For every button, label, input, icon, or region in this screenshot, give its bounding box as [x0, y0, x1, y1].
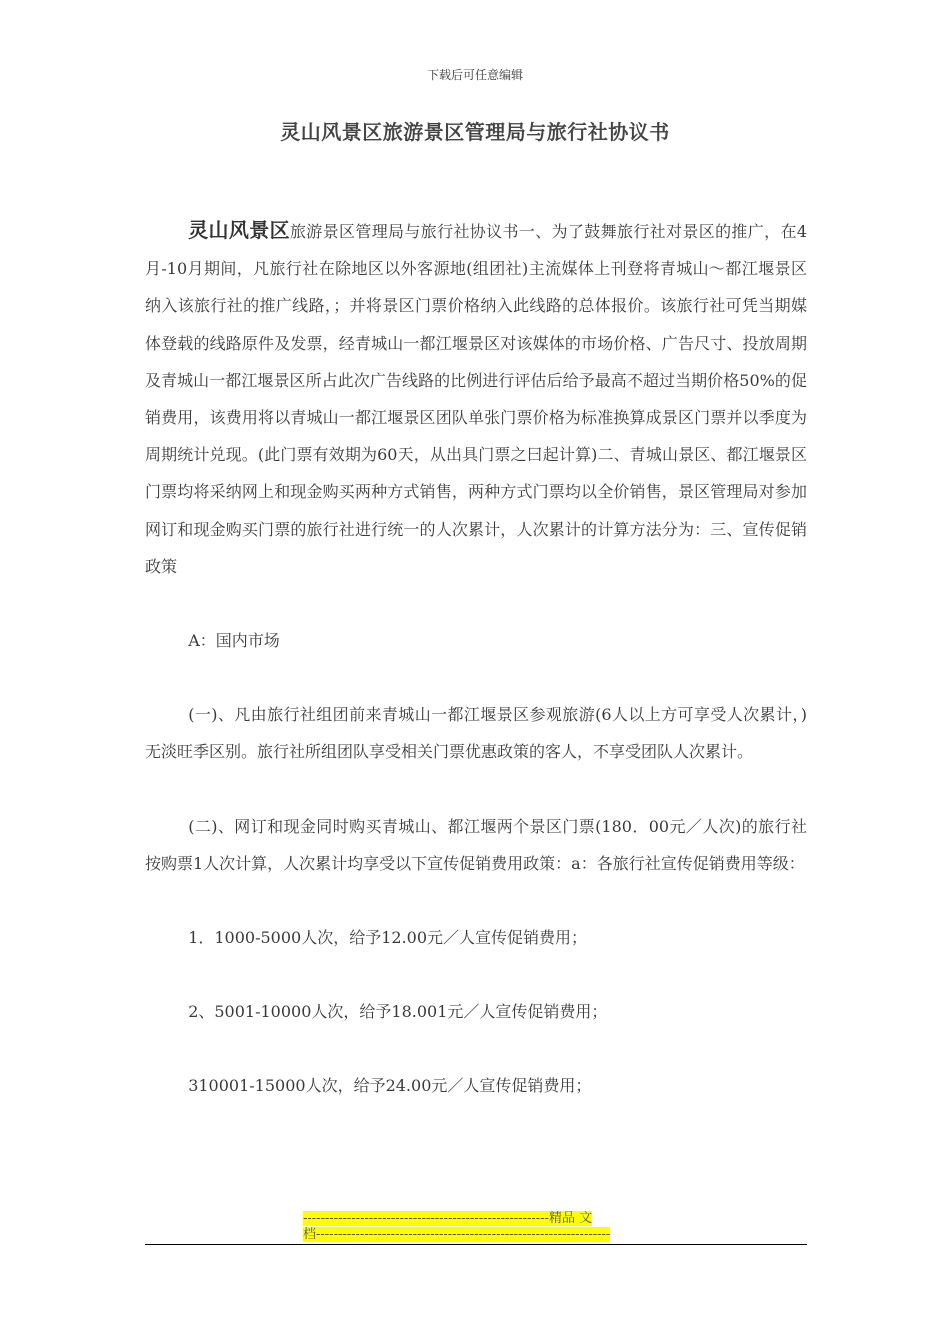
paragraph-ticket-policy: (二)、网订和现金同时购买青城山、都江堰两个景区门票(180．00元／人次)的旅行社按购票1人次计算，人次累计均享受以下宣传促销费用政策：a：各旅行社宣传促销费用等级： — [145, 816, 807, 873]
paragraph-group-tours: (一)、凡由旅行社组团前来青城山一都江堰景区参观旅游(6人以上方可享受人次累计，)无淡旺季区别。旅行社所组团队享受相关门票优惠政策的客人，不享受团队人次累计。 — [145, 705, 807, 762]
list-item-tier-2: 2、5001-10000人次，给予18.001元／人宣传促销费用； — [188, 1002, 608, 1022]
document-title: 灵山风景区旅游景区管理局与旅行社协议书 — [280, 120, 670, 144]
intro-lead: 灵山风景区 — [188, 218, 290, 242]
list-item-tier-1: 1．1000-5000人次，给予12.00元／人宣传促销费用； — [188, 928, 588, 948]
document-body — [145, 212, 807, 1105]
section-heading-domestic: A：国内市场 — [188, 631, 280, 651]
intro-text: 旅游景区管理局与旅行社协议书一、为了鼓舞旅行社对景区的推广，在4月-10月期间，凡旅行社在除地区以外客源地(组团社)主流媒体上刊登将青城山～都江堰景区纳入该旅行社的推广线路，；并将景区门票价格纳入此线路的总体报价。该旅行社可凭当期媒体登载的线路原件及发票，经青城山一都江堰景区对该媒体的市场价格、广告尺寸、投放周期及青城山一都江堰景区所占此次广告线路的比例进行评估后给予最高不超过当期价格50%的促销费用，该费用将以青城山一都江堰景区团队单张门票价格为标准换算成景区门票并以季度为周期统计兑现。(此门票有效期为60天，从出具门票之曰起计算)二、青城山景区、都江堰景区门票均将采纳网上和现金购买两种方式销售，两种方式门票均以全价销售，景区管理局对参加网订和现金购买门票的旅行社进行统一的人次累计，人次累计的计算方法分为：三、宣传促销政策 — [145, 222, 808, 576]
intro-paragraph — [145, 212, 807, 585]
list-item-tier-3: 310001-15000人次，给予24.00元／人宣传促销费用； — [188, 1076, 592, 1096]
footer-divider — [145, 1244, 807, 1245]
footer-banner-line-2: 档------------------------------------------------------------------- — [303, 1227, 611, 1242]
header-note: 下载后可任意编辑 — [426, 68, 523, 82]
footer-banner — [303, 1211, 649, 1243]
footer-banner-line-1: --------------------------------------------------------精品 文 — [303, 1211, 593, 1226]
